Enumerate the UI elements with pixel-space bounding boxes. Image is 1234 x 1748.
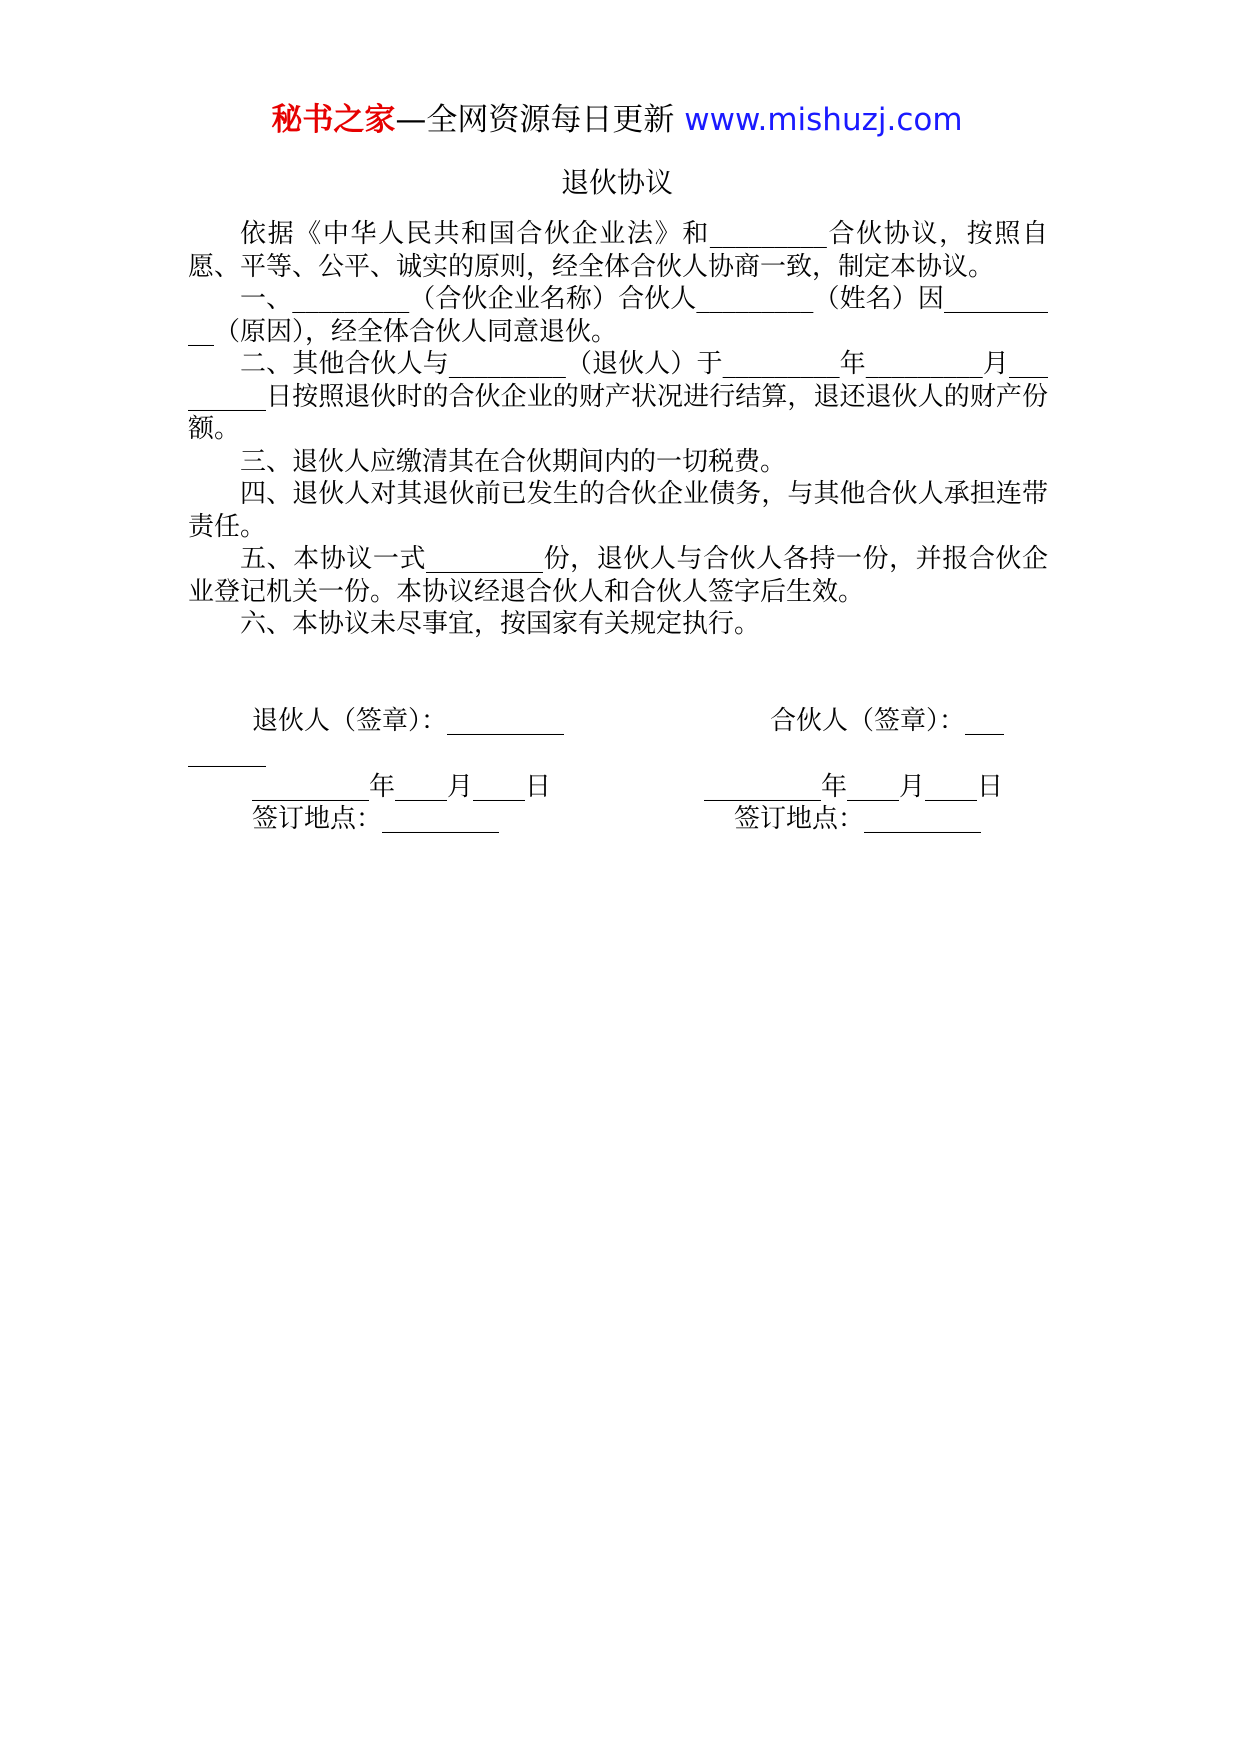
site-header	[0, 100, 1234, 140]
paragraph-intro: 依据《中华人民共和国合伙企业法》和_________合伙协议，按照自愿、平等、公平、诚实的原则，经全体合伙人协商一致，制定本协议。	[188, 219, 1048, 282]
clause-3: 三、退伙人应缴清其在合伙期间内的一切税费。	[240, 446, 787, 477]
withdrawing-partner-signature: 退伙人（签章）：_________	[252, 706, 565, 736]
signature-row	[188, 705, 1048, 737]
clause-4: 四、退伙人对其退伙前已发生的合伙企业债务，与其他合伙人承担连带责任。	[188, 479, 1048, 542]
date-row	[188, 771, 1048, 803]
partner-date: _________年____月____日	[704, 772, 1004, 802]
clause-6: 六、本协议未尽事宜，按国家有关规定执行。	[240, 609, 761, 639]
partner-signature: 合伙人（签章）：___	[770, 706, 1005, 736]
withdrawing-partner-date: _________年____月____日	[252, 772, 552, 802]
partner-place: 签订地点：_________	[734, 804, 982, 834]
clause-5: 五、本协议一式_________份，退伙人与合伙人各持一份，并报合伙企业登记机关一份。本协议经退合伙人和合伙人签字后生效。	[188, 544, 1048, 607]
clause-2: 二、其他合伙人与_________（退伙人）于_________年_________月_________日按照退伙时的合伙企业的财产状况进行结算，退还退伙人的财产份额。	[188, 349, 1048, 444]
agreement-body	[188, 218, 1048, 641]
document-title: 退伙协议	[560, 166, 673, 199]
withdrawing-partner-place: 签订地点：_________	[252, 804, 500, 834]
header-slogan: —全网资源每日更新	[395, 102, 675, 138]
clause-1: 一、_________（合伙企业名称）合伙人_________（姓名）因__________（原因），经全体合伙人同意退伙。	[188, 284, 1048, 347]
brand-name: 秘书之家	[271, 102, 396, 138]
signature-block	[188, 705, 1048, 835]
site-url: www.mishuzj.com	[674, 102, 963, 138]
place-row	[188, 803, 1048, 835]
signature-wrap-line: ______	[188, 738, 266, 768]
